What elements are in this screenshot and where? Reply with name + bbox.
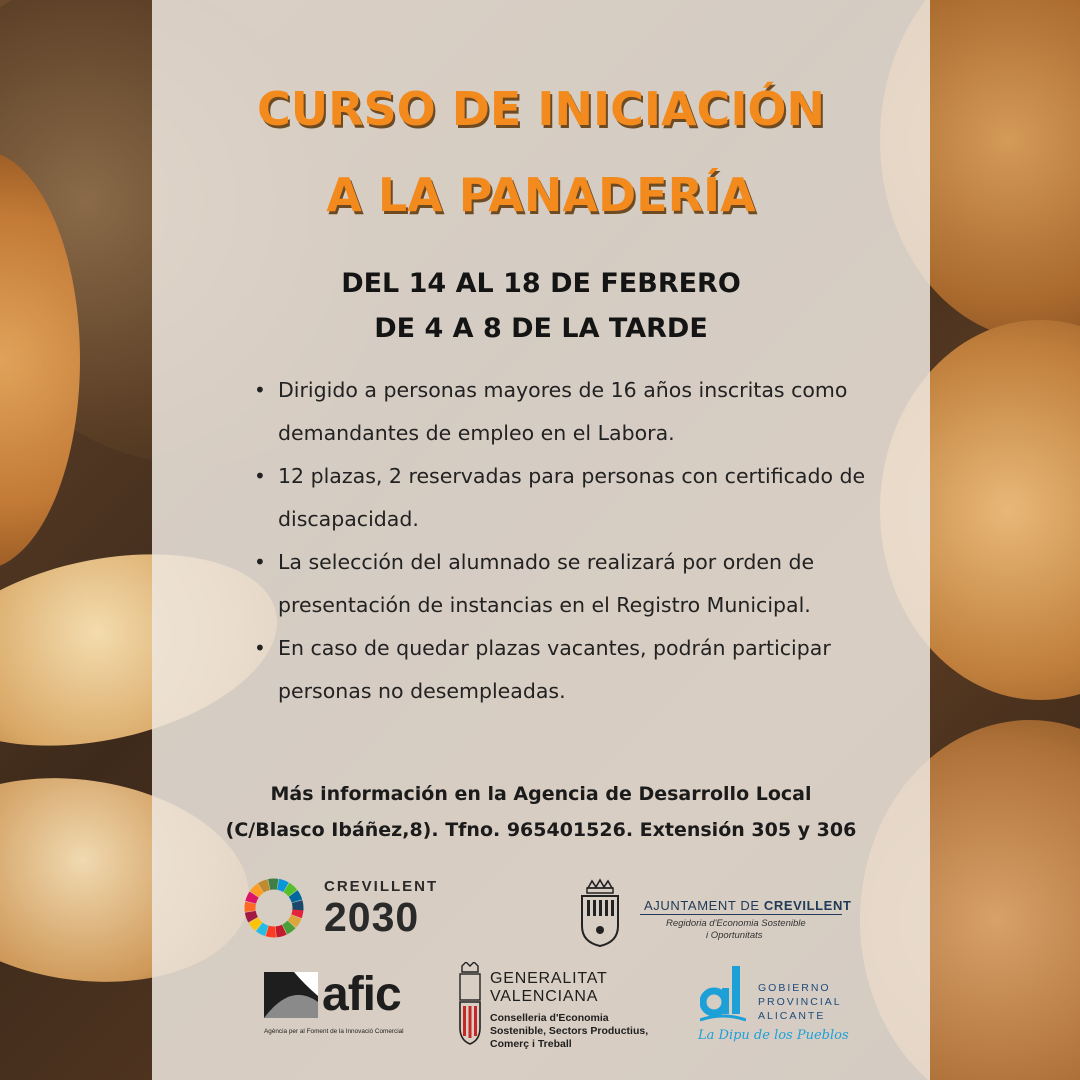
list-item-text: En caso de quedar plazas vacantes, podrán participar personas no desempleadas. [278, 636, 831, 703]
ajuntament-name-prefix: AJUNTAMENT DE [644, 898, 764, 913]
afic-mark-icon [264, 972, 318, 1018]
generalitat-line-2: VALENCIANA [490, 988, 599, 1005]
list-item [254, 541, 874, 627]
crevillent-2030-year-text: 2030 [324, 894, 420, 940]
contact-info-line-2: (C/Blasco Ibáñez,8). Tfno. 965401526. Extensión 305 y 306 [225, 819, 857, 841]
diputacion-slogan: La Dipu de los Pueblos [698, 1028, 849, 1043]
bullet-icon: • [254, 550, 266, 574]
ajuntament-name [644, 898, 852, 913]
afic-caption: Agència per al Foment de la Innovació Comercial [264, 1028, 404, 1035]
ajuntament-divider [640, 914, 842, 915]
ajuntament-sub-1: Regidoria d'Economia Sostenible [666, 918, 806, 929]
list-item [254, 455, 874, 541]
crevillent-2030-logo [242, 872, 452, 944]
list-item-text: La selección del alumnado se realizará por orden de presentación de instancias en el Registro Municipal. [278, 550, 815, 617]
ajuntament-sub-2: i Oportunitats [706, 930, 763, 941]
bullet-icon: • [254, 464, 266, 488]
title-line-1: CURSO DE INICIACIÓN [256, 82, 826, 136]
list-item-text: Dirigido a personas mayores de 16 años inscritas como demandantes de empleo en el Labora. [278, 378, 848, 445]
crevillent-2030-top-text: CREVILLENT [324, 878, 439, 895]
diputacion-line-1: GOBIERNO [758, 982, 831, 994]
dates-line-1: DEL 14 AL 18 DE FEBRERO [341, 268, 741, 299]
generalitat-valenciana-logo [456, 962, 656, 1058]
ajuntament-crevillent-logo [578, 878, 852, 950]
list-item-text: 12 plazas, 2 reservadas para personas con certificado de discapacidad. [278, 464, 866, 531]
generalitat-line-1: GENERALITAT [490, 970, 608, 987]
diputacion-alicante-logo [696, 966, 849, 1048]
list-item [254, 627, 874, 713]
bullet-icon: • [254, 378, 266, 402]
afic-logo [258, 968, 408, 1042]
diputacion-al-mark-icon [700, 966, 746, 1024]
diputacion-line-2: PROVINCIAL [758, 996, 842, 1008]
crevillent-shield-icon [578, 878, 622, 948]
generalitat-sub-2: Sostenible, Sectors Productius, [490, 1025, 649, 1037]
info-bullet-list [254, 369, 874, 713]
bullet-icon: • [254, 636, 266, 660]
contact-info-line-1: Más información en la Agencia de Desarrollo Local [270, 783, 812, 805]
afic-name: afic [322, 968, 401, 1021]
list-item [254, 369, 874, 455]
ajuntament-name-bold: CREVILLENT [763, 898, 852, 913]
sdg-wheel-icon [242, 876, 306, 940]
dates-line-2: DE 4 A 8 DE LA TARDE [374, 313, 708, 344]
title-line-2: A LA PANADERÍA [326, 168, 756, 222]
generalitat-sub-3: Comerç i Treball [490, 1038, 572, 1050]
generalitat-crest-icon [456, 962, 484, 1046]
diputacion-line-3: ALICANTE [758, 1010, 826, 1022]
generalitat-sub-1: Conselleria d'Economia [490, 1012, 609, 1024]
